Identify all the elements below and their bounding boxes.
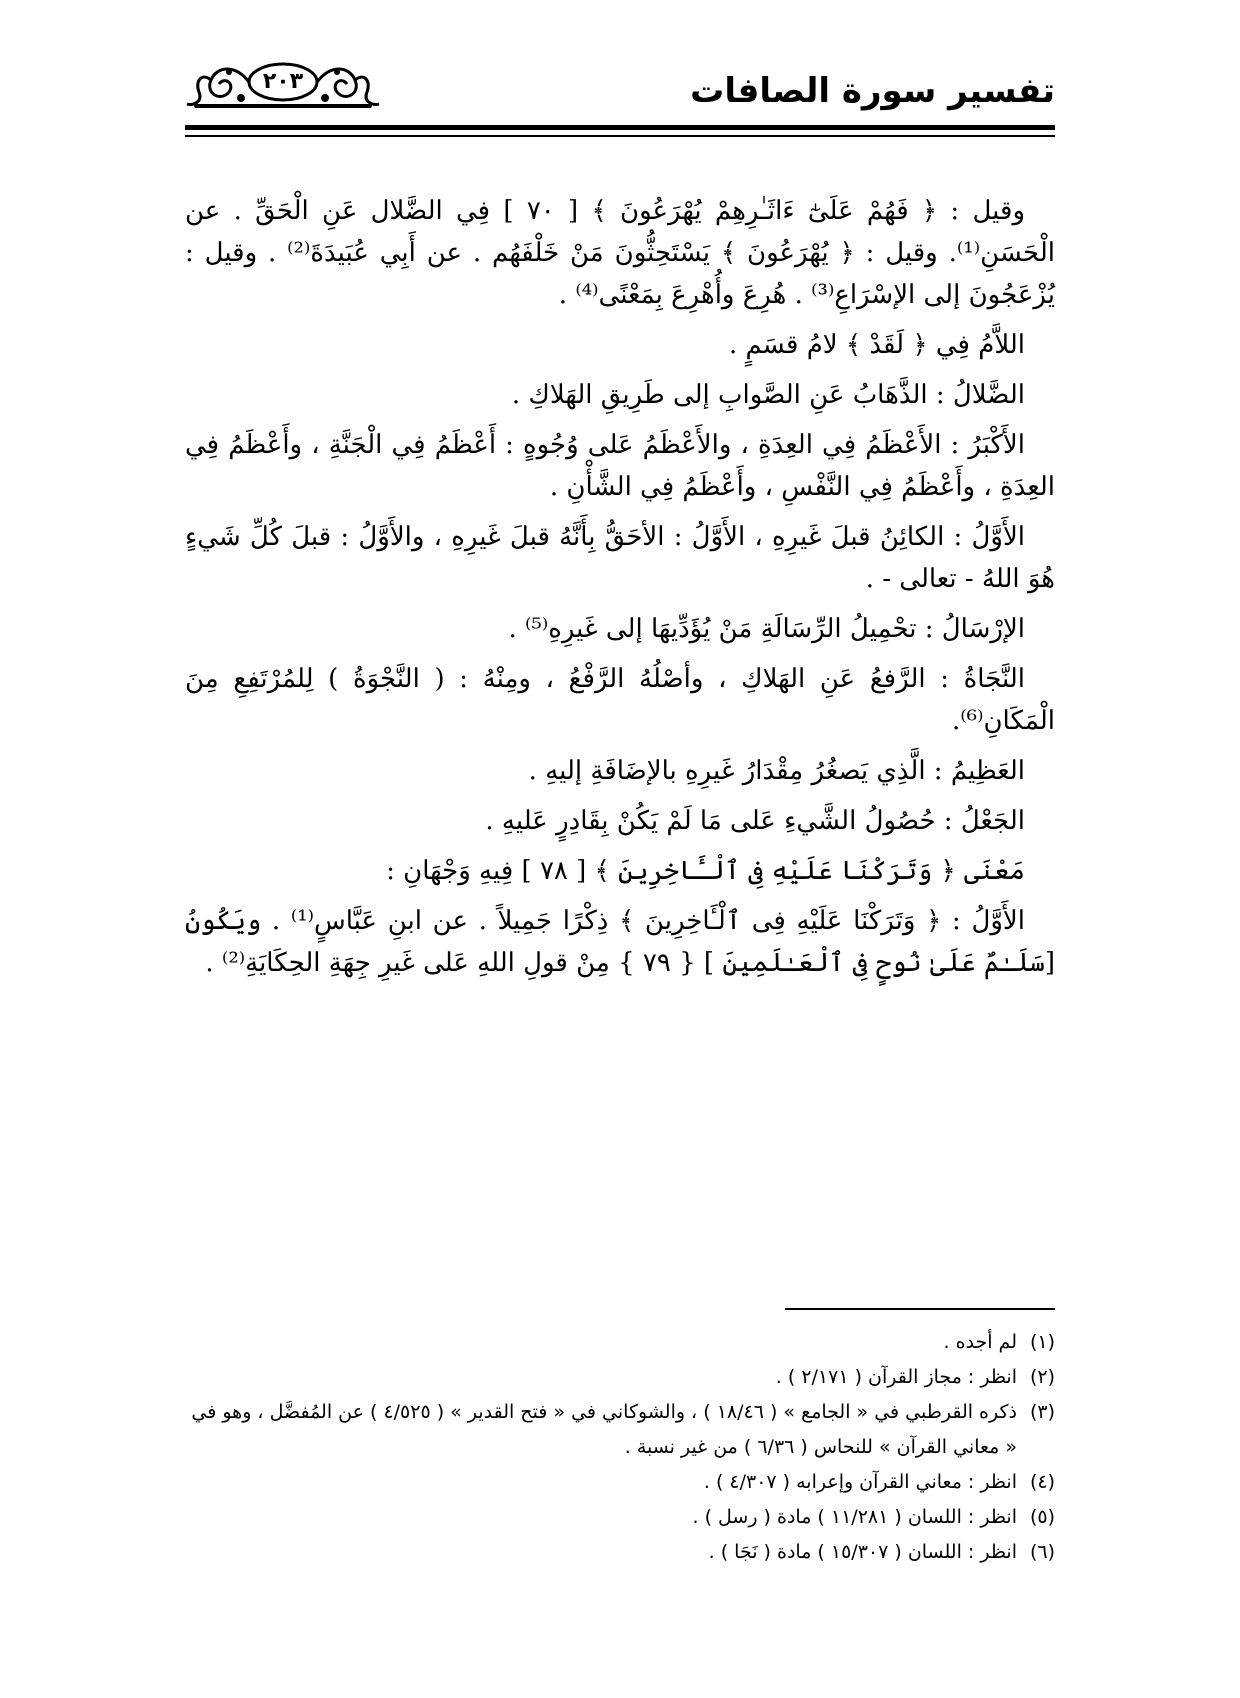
footnote [185, 1395, 1055, 1465]
page-body [185, 190, 1055, 992]
footnote-number: (٣) [1029, 1401, 1055, 1423]
paragraph: الأَوَّلُ : الكائِنُ قبلَ غَيرِهِ ، الأَوَّلُ : الأحَقُّ بِأَنَّهُ قبلَ غَيرِهِ ، والأَوَّلُ : قبلَ كُلِّ شَيءٍ هُوَ اللهُ - تعالى - . [185, 522, 1055, 594]
paragraph: الجَعْلُ : حُصُولُ الشَّيءِ عَلى مَا لَمْ يَكُنْ بِقَادِرٍ عَليهِ . [485, 806, 1025, 836]
footnote-text: انظر : معاني القرآن وإعرابه ( ٤/٣٠٧ ) . [703, 1471, 1017, 1493]
footnote [185, 1500, 1055, 1535]
paragraph: الضَّلالُ : الذَّهَابُ عَنِ الصَّوابِ إلى طَرِيقِ الهَلاكِ . [511, 380, 1025, 410]
page-number-ornament [185, 58, 380, 110]
footnote-text: لم أجده . [943, 1331, 1017, 1353]
footnote-number: (٤) [1029, 1471, 1055, 1493]
footnote-number: (٥) [1029, 1506, 1055, 1528]
page-number: ٢٠٣ [262, 69, 304, 94]
header-rule-thick [185, 125, 1055, 130]
paragraph: اللاَّمُ فِي ﴿ لَقَدْ ﴾ لامُ قسَمٍ . [728, 330, 1025, 360]
paragraph: الإرْسَالُ : تحْمِيلُ الرِّسَالَةِ مَنْ يُؤَدِّيهَا إلى غَيرِهِ⁽⁵⁾ . [508, 614, 1025, 644]
footnote-text: انظر : اللسان ( ١٥/٣٠٧ ) مادة ( نَجَا ) . [708, 1541, 1017, 1563]
footnote-text: انظر : مجاز القرآن ( ٢/١٧١ ) . [775, 1366, 1017, 1388]
page-header [185, 58, 1055, 148]
footnote-text: انظر : اللسان ( ١١/٢٨١ ) مادة ( رسل ) . [692, 1506, 1017, 1528]
footnote [185, 1325, 1055, 1360]
paragraph: مَعْنَى ﴿ وَتَرَكْنَا عَلَيْهِ فِى ٱلْـَٔاخِرِينَ ﴾ [ ٧٨ ] فِيهِ وَجْهَانِ : [386, 856, 1025, 886]
header-rule-thin [185, 135, 1055, 137]
footnote-separator [785, 1308, 1055, 1310]
paragraph: الأَكْبَرُ : الأَعْظَمُ فِي العِدَةِ ، والأَعْظَمُ عَلى وُجُوهٍ : أَعْظَمُ فِي الْجَنَّةِ ، وأَعْظَمُ فِي العِدَةِ ، وأَعْظَمُ فِي النَّفْسِ ، وأَعْظَمُ فِي الشَّأْنِ . [185, 430, 1055, 502]
footnote [185, 1360, 1055, 1395]
running-title: تفسير سورة الصافات [690, 71, 1055, 111]
paragraph: وقيل : ﴿ فَهُمْ عَلَىٰٓ ءَاثَـٰرِهِمْ يُهْرَعُونَ ﴾ [ ٧٠ ] فِي الضَّلال عَنِ الْحَقِّ . عن الْحَسَنِ⁽¹⁾. وقيل : ﴿ يُهْرَعُونَ ﴾ يَسْتَحِثُّونَ مَنْ خَلْفَهُم . عن أَبِي عُبَيدَةَ⁽²⁾ . وقيل : يُزْعَجُونَ إلى الإسْرَاعِ⁽³⁾ . هُرِعَ وأُهْرِعَ بِمَعْنًى⁽⁴⁾ . [185, 196, 1055, 310]
footnote [185, 1465, 1055, 1500]
paragraph: الأَوَّلُ : ﴿ وَتَرَكْنَا عَلَيْهِ فِى ٱلْـَٔاخِرِينَ ﴾ ذِكْرًا جَمِيلاً . عن ابنِ عَبَّاسٍ⁽¹⁾ . ويَكُونُ [سَلَـٰمٌ عَلَىٰ نُوحٍ فِى ٱلْعَـٰلَمِينَ ] { ٧٩ } مِنْ قولِ اللهِ عَلى غَيرِ جِهَةِ الحِكَايَةِ⁽²⁾ . [185, 906, 1055, 978]
footnote-text: ذكره القرطبي في « الجامع » ( ١٨/٤٦ ) ، والشوكاني في « فتح القدير » ( ٤/٥٢٥ ) عن المُفضَّل ، وهو في « معاني القرآن » للنحاس ( ٦/٣٦ ) من غير نسبة . [191, 1401, 1017, 1458]
footnote-number: (٦) [1029, 1541, 1055, 1563]
paragraph: العَظِيمُ : الَّذِي يَصغُرُ مِقْدَارُ غَيرِهِ بالإضَافَةِ إليهِ . [528, 756, 1025, 786]
footnote-number: (٢) [1029, 1366, 1055, 1388]
paragraph: النَّجَاةُ : الرَّفعُ عَنِ الهَلاكِ ، وأصْلُهُ الرَّفْعُ ، ومِنْهُ : ( النَّجْوَةُ ) لِلمُرْتَفِعِ مِنَ الْمَكَانِ⁽⁶⁾. [185, 664, 1055, 736]
footnote [185, 1535, 1055, 1570]
footnote-number: (١) [1029, 1331, 1055, 1353]
footnotes [185, 1325, 1055, 1570]
